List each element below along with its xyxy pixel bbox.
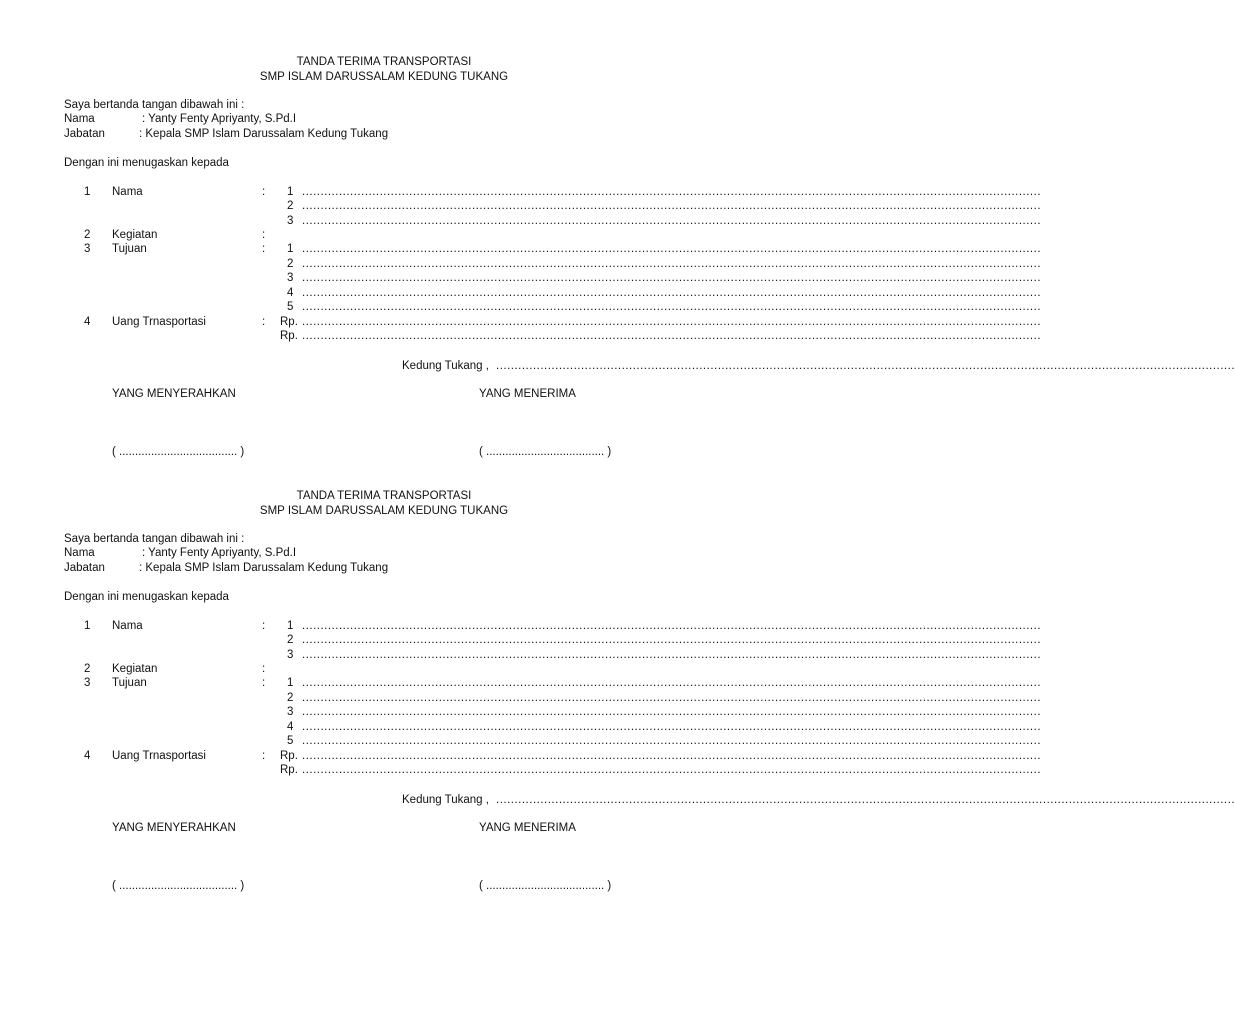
item-number: 2: [84, 663, 91, 675]
item-colon: :: [262, 229, 266, 241]
form-title: TANDA TERIMA TRANSPORTASI: [296, 56, 472, 68]
form-subtitle: SMP ISLAM DARUSSALAM KEDUNG TUKANG: [259, 71, 509, 83]
line-number: 5: [287, 301, 294, 313]
fill-line[interactable]: ........................................................................................................................................................................................................: [302, 301, 1042, 313]
place-date-label: Kedung Tukang ,: [402, 360, 489, 372]
left-signature-blank[interactable]: ( ..................................... ): [112, 446, 245, 458]
intro-text: Saya bertanda tangan dibawah ini :: [64, 99, 245, 111]
right-signature-blank[interactable]: ( ..................................... ): [479, 446, 612, 458]
fill-line[interactable]: ........................................................................................................................................................................................................: [302, 316, 1042, 328]
jabatan-label: Jabatan: [64, 562, 105, 574]
line-number: 5: [287, 735, 294, 747]
fill-line[interactable]: ........................................................................................................................................................................................................: [302, 750, 1042, 762]
fill-line[interactable]: ........................................................................................................................................................................................................: [302, 200, 1042, 212]
item-label-tujuan: Tujuan: [112, 243, 147, 255]
item-colon: :: [262, 186, 266, 198]
item-label-nama: Nama: [112, 620, 143, 632]
item-number: 4: [84, 316, 91, 328]
item-colon: :: [262, 620, 266, 632]
item-colon: :: [262, 316, 266, 328]
date-fill-line[interactable]: ........................................................................................................................................................................................................: [496, 794, 1235, 806]
fill-line[interactable]: ........................................................................................................................................................................................................: [302, 634, 1042, 646]
fill-line[interactable]: ........................................................................................................................................................................................................: [302, 287, 1042, 299]
item-label-uang: Uang Trnasportasi: [112, 316, 206, 328]
left-signature-blank[interactable]: ( ..................................... ): [112, 880, 245, 892]
currency-label: Rp.: [280, 330, 298, 342]
nama-label: Nama: [64, 547, 95, 559]
currency-label: Rp.: [280, 764, 298, 776]
place-date-label: Kedung Tukang ,: [402, 794, 489, 806]
fill-line[interactable]: ........................................................................................................................................................................................................: [302, 764, 1042, 776]
line-number: 1: [287, 243, 294, 255]
item-colon: :: [262, 663, 266, 675]
line-number: 2: [287, 692, 294, 704]
line-number: 1: [287, 186, 294, 198]
nama-value: : Yanty Fenty Apriyanty, S.Pd.I: [142, 547, 297, 559]
nama-value: : Yanty Fenty Apriyanty, S.Pd.I: [142, 113, 297, 125]
assign-text: Dengan ini menugaskan kepada: [64, 157, 229, 169]
nama-label: Nama: [64, 113, 95, 125]
intro-text: Saya bertanda tangan dibawah ini :: [64, 533, 245, 545]
line-number: 2: [287, 634, 294, 646]
fill-line[interactable]: ........................................................................................................................................................................................................: [302, 330, 1042, 342]
item-number: 2: [84, 229, 91, 241]
line-number: 1: [287, 620, 294, 632]
receipt-form-1: [0, 0, 1235, 458]
left-signatory-label: YANG MENYERAHKAN: [112, 388, 236, 400]
item-label-tujuan: Tujuan: [112, 677, 147, 689]
fill-line[interactable]: ........................................................................................................................................................................................................: [302, 735, 1042, 747]
fill-line[interactable]: ........................................................................................................................................................................................................: [302, 258, 1042, 270]
item-number: 1: [84, 620, 91, 632]
line-number: 3: [287, 706, 294, 718]
item-number: 4: [84, 750, 91, 762]
right-signatory-label: YANG MENERIMA: [479, 822, 576, 834]
receipt-form-2: [0, 434, 1235, 892]
jabatan-value: : Kepala SMP Islam Darussalam Kedung Tukang: [139, 128, 389, 140]
fill-line[interactable]: ........................................................................................................................................................................................................: [302, 692, 1042, 704]
item-label-uang: Uang Trnasportasi: [112, 750, 206, 762]
item-colon: :: [262, 677, 266, 689]
item-number: 3: [84, 677, 91, 689]
line-number: 1: [287, 677, 294, 689]
item-colon: :: [262, 243, 266, 255]
item-label-nama: Nama: [112, 186, 143, 198]
fill-line[interactable]: ........................................................................................................................................................................................................: [302, 677, 1042, 689]
line-number: 3: [287, 215, 294, 227]
item-number: 1: [84, 186, 91, 198]
currency-label: Rp.: [280, 750, 298, 762]
item-label-kegiatan: Kegiatan: [112, 663, 158, 675]
right-signature-blank[interactable]: ( ..................................... ): [479, 880, 612, 892]
fill-line[interactable]: ........................................................................................................................................................................................................: [302, 272, 1042, 284]
item-number: 3: [84, 243, 91, 255]
jabatan-label: Jabatan: [64, 128, 105, 140]
fill-line[interactable]: ........................................................................................................................................................................................................: [302, 186, 1042, 198]
line-number: 2: [287, 258, 294, 270]
left-signatory-label: YANG MENYERAHKAN: [112, 822, 236, 834]
jabatan-value: : Kepala SMP Islam Darussalam Kedung Tukang: [139, 562, 389, 574]
item-label-kegiatan: Kegiatan: [112, 229, 158, 241]
fill-line[interactable]: ........................................................................................................................................................................................................: [302, 215, 1042, 227]
line-number: 4: [287, 721, 294, 733]
form-subtitle: SMP ISLAM DARUSSALAM KEDUNG TUKANG: [259, 505, 509, 517]
fill-line[interactable]: ........................................................................................................................................................................................................: [302, 721, 1042, 733]
form-title: TANDA TERIMA TRANSPORTASI: [296, 490, 472, 502]
right-signatory-label: YANG MENERIMA: [479, 388, 576, 400]
item-colon: :: [262, 750, 266, 762]
currency-label: Rp.: [280, 316, 298, 328]
fill-line[interactable]: ........................................................................................................................................................................................................: [302, 620, 1042, 632]
line-number: 4: [287, 287, 294, 299]
assign-text: Dengan ini menugaskan kepada: [64, 591, 229, 603]
fill-line[interactable]: ........................................................................................................................................................................................................: [302, 706, 1042, 718]
line-number: 2: [287, 200, 294, 212]
fill-line[interactable]: ........................................................................................................................................................................................................: [302, 649, 1042, 661]
fill-line[interactable]: ........................................................................................................................................................................................................: [302, 243, 1042, 255]
line-number: 3: [287, 272, 294, 284]
line-number: 3: [287, 649, 294, 661]
date-fill-line[interactable]: ........................................................................................................................................................................................................: [496, 360, 1235, 372]
